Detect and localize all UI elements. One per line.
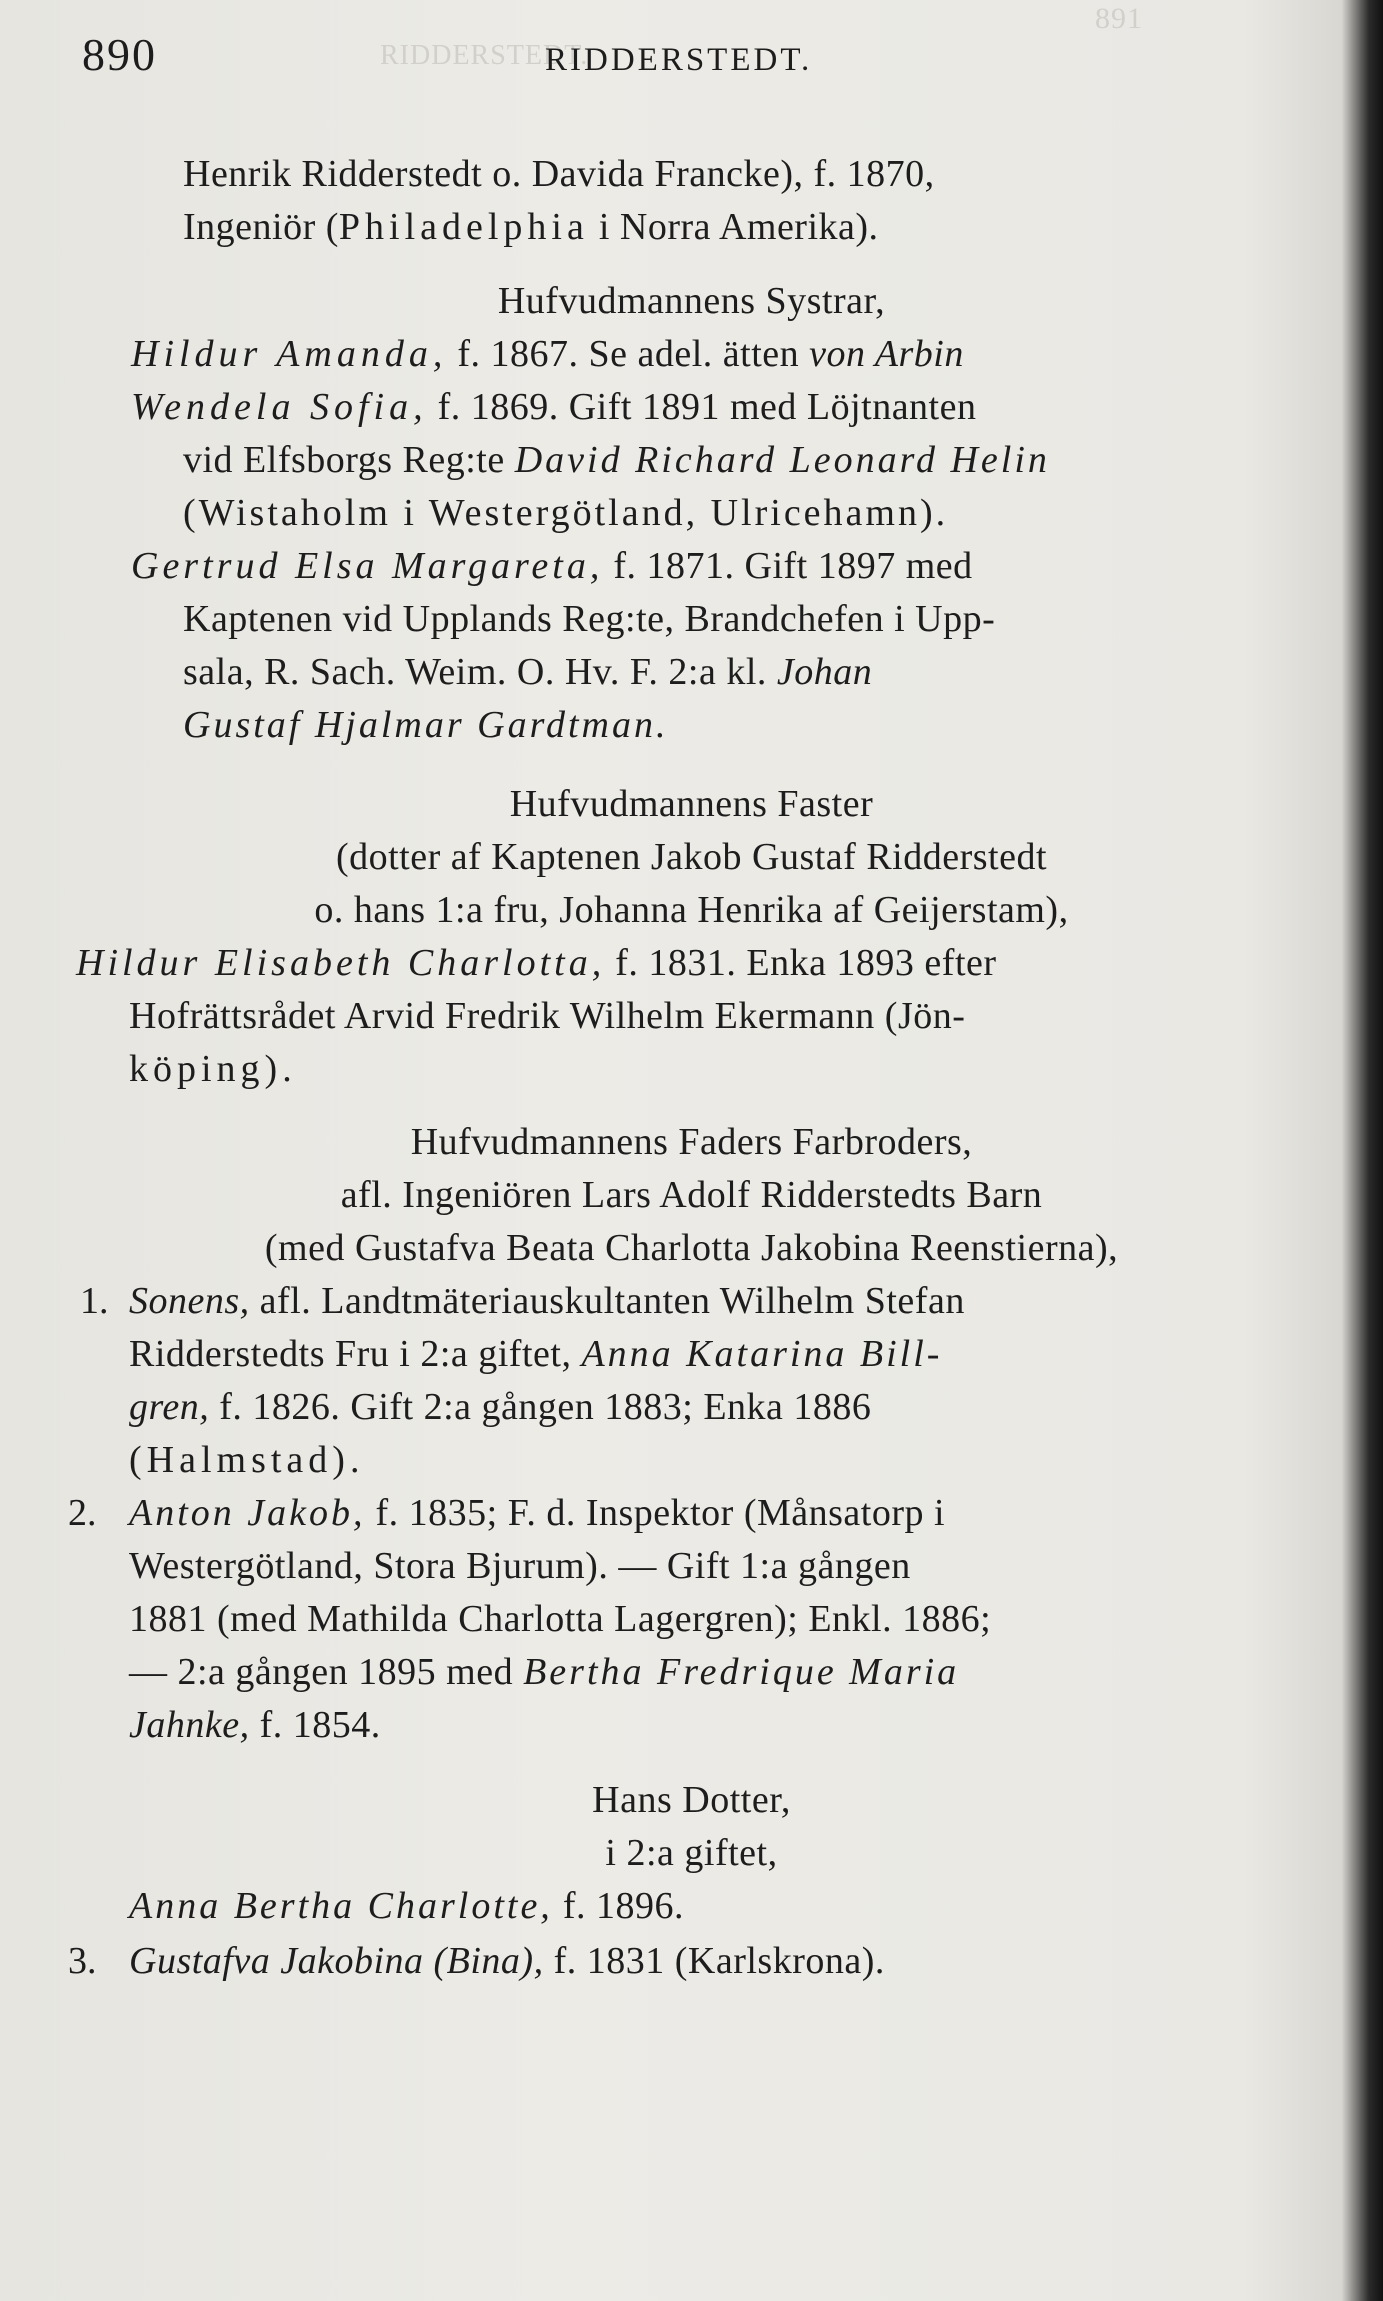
section-heading: Hufvudmannens Systrar,: [497, 280, 886, 322]
text-line: köping).: [129, 1048, 297, 1090]
text-line: (Halmstad).: [129, 1439, 365, 1481]
section-heading: Hufvudmannens Faster: [509, 783, 874, 825]
text-line: Hofrättsrådet Arvid Fredrik Wilhelm Ekermann (Jön-: [129, 995, 966, 1037]
text-line: Ingeniör (Philadelphia i Norra Amerika).: [183, 206, 879, 248]
text-line: (dotter af Kaptenen Jakob Gustaf Ridderstedt: [335, 836, 1048, 878]
text-line: vid Elfsborgs Reg:te David Richard Leonard Helin: [183, 439, 1050, 481]
ghost-page-number: 891: [1095, 2, 1143, 35]
ghost-header-title: RIDDERSTEDT.: [380, 40, 589, 71]
text-line: Gertrud Elsa Margareta, f. 1871. Gift 1897 med: [131, 545, 973, 587]
text-line: Gustafva Jakobina (Bina), f. 1831 (Karlskrona).: [129, 1940, 885, 1982]
text-line: Henrik Ridderstedt o. Davida Francke), f. 1870,: [183, 153, 935, 195]
page-number: 890: [82, 29, 157, 80]
list-number: 2.: [68, 1492, 97, 1534]
text-line: (Wistaholm i Westergötland, Ulricehamn).: [183, 492, 949, 534]
text-line: o. hans 1:a fru, Johanna Henrika af Geijerstam),: [314, 889, 1069, 931]
text-line: Ridderstedts Fru i 2:a giftet, Anna Katarina Bill-: [129, 1333, 943, 1375]
text-line: Kaptenen vid Upplands Reg:te, Brandchefen i Upp-: [183, 598, 996, 640]
section-heading: Hans Dotter,: [592, 1779, 791, 1821]
section-heading: Hufvudmannens Faders Farbroders,: [410, 1121, 973, 1163]
text-line: Gustaf Hjalmar Gardtman.: [183, 704, 669, 746]
text-line: Sonens, afl. Landtmäteriauskultanten Wilhelm Stefan: [129, 1280, 965, 1322]
text-line: 1881 (med Mathilda Charlotta Lagergren); Enkl. 1886;: [129, 1598, 992, 1640]
text-line: Hildur Amanda, f. 1867. Se adel. ätten von Arbin: [131, 333, 964, 375]
text-line: (med Gustafva Beata Charlotta Jakobina Reenstierna),: [264, 1227, 1119, 1269]
text-line: Jahnke, f. 1854.: [129, 1704, 381, 1746]
text-line: Wendela Sofia, f. 1869. Gift 1891 med Löjtnanten: [131, 386, 977, 428]
list-number: 1.: [80, 1280, 109, 1322]
text-line: Anton Jakob, f. 1835; F. d. Inspektor (Månsatorp i: [129, 1492, 946, 1534]
text-line: sala, R. Sach. Weim. O. Hv. F. 2:a kl. Johan: [183, 651, 873, 693]
text-line: Anna Bertha Charlotte, f. 1896.: [129, 1885, 684, 1927]
text-line: — 2:a gången 1895 med Bertha Fredrique Maria: [129, 1651, 960, 1693]
text-line: Westergötland, Stora Bjurum). — Gift 1:a gången: [129, 1545, 911, 1587]
text-line: afl. Ingeniören Lars Adolf Ridderstedts Barn: [340, 1174, 1043, 1216]
text-line: i 2:a giftet,: [605, 1832, 778, 1874]
list-number: 3.: [68, 1940, 97, 1982]
text-line: gren, f. 1826. Gift 2:a gången 1883; Enka 1886: [129, 1386, 872, 1428]
text-line: Hildur Elisabeth Charlotta, f. 1831. Enka 1893 efter: [76, 942, 997, 984]
running-header: RIDDERSTEDT.: [545, 42, 813, 78]
